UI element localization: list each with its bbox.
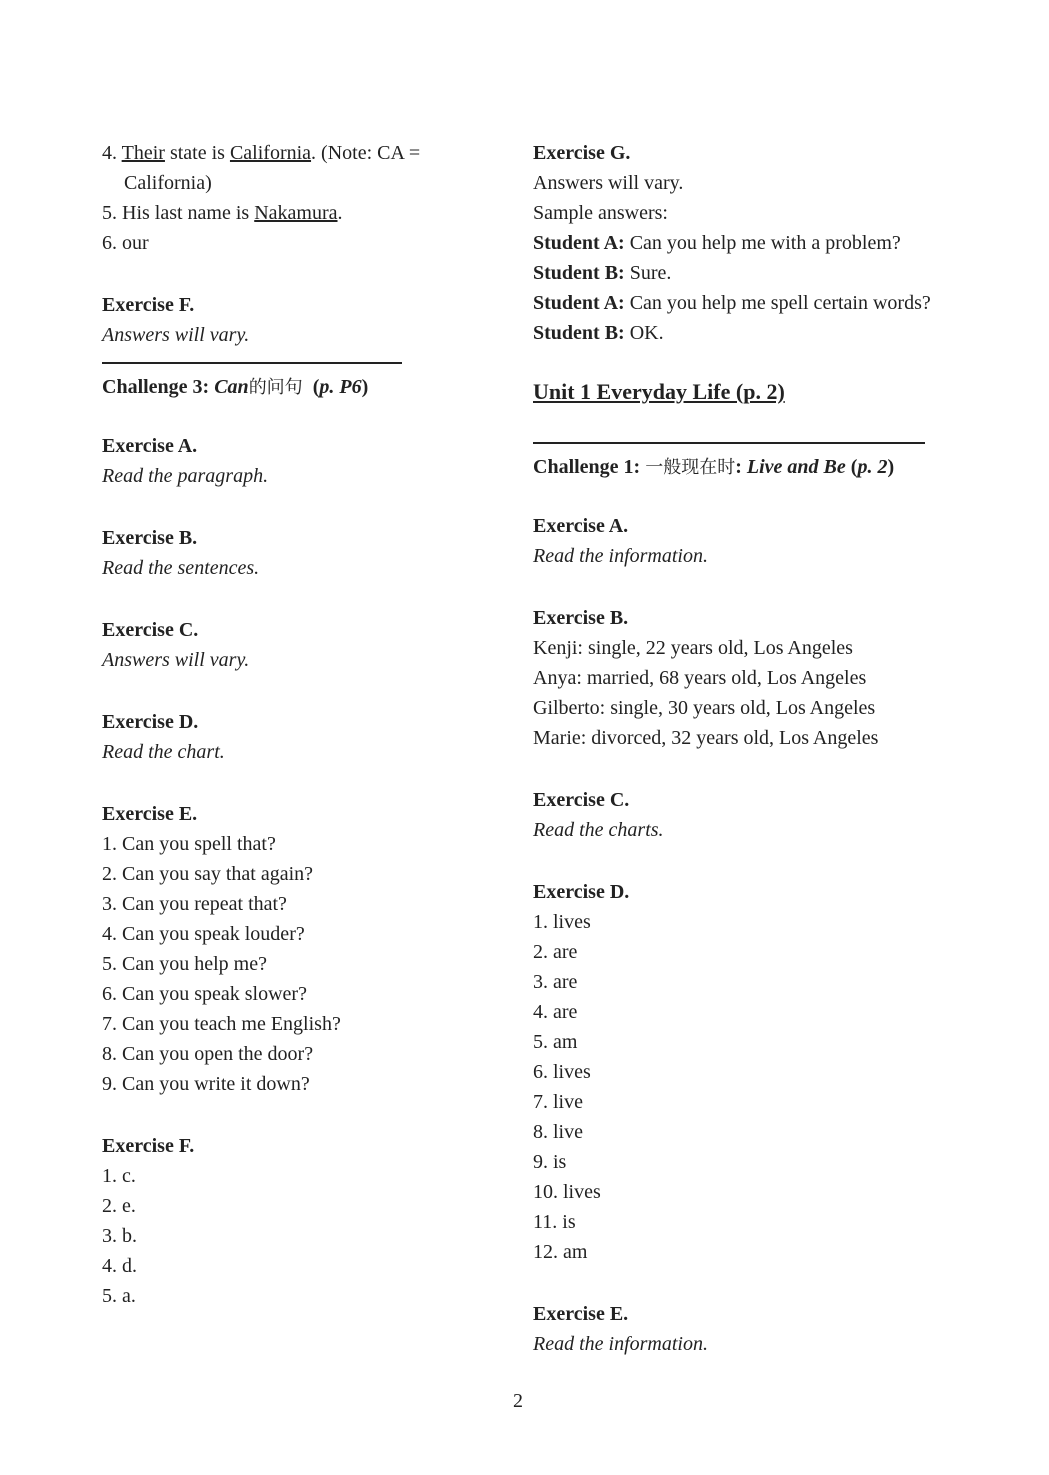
challenge-topic: 的问句 [248,377,303,398]
exercise-instruction: Read the chart. [102,741,225,763]
list-item: 3. b. [102,1225,137,1247]
dialog-text: Can you help me spell certain words? [629,292,931,314]
challenge-words: Live and Be [746,456,846,478]
challenge-heading [102,372,506,403]
exercise-instruction: Read the paragraph. [102,465,269,487]
list-item: 1. Can you spell that? [102,833,276,855]
list-item: Gilberto: single, 30 years old, Los Angeles [533,697,876,719]
challenge-word: Can [214,376,249,398]
list-item: Marie: divorced, 32 years old, Los Angeles [533,727,879,749]
exercise-instruction: Answers will vary. [102,649,250,671]
challenge-label: Challenge 3: [102,376,210,398]
list-item: 10. lives [533,1181,601,1203]
section-divider [102,362,402,364]
list-item: 2. are [533,941,578,963]
exercise-instruction: Answers will vary. [102,324,250,346]
speaker-label: Student B: [533,322,625,344]
exercise-heading: Exercise C. [533,789,630,811]
unit-title: Unit 1 Everyday Life (p. 2) [533,379,785,404]
exercise-heading: Exercise A. [533,515,629,537]
challenge-label: Challenge 1: [533,456,641,478]
exercise-note: Answers will vary. [533,172,684,194]
list-item: 5. am [533,1031,578,1053]
dialog-line [533,258,935,288]
speaker-label: Student A: [533,232,625,254]
list-item: 6. Can you speak slower? [102,983,307,1005]
dialog-line [533,228,935,258]
list-item: 9. is [533,1151,567,1173]
list-item: 4. d. [102,1255,137,1277]
list-item: 5. a. [102,1285,136,1307]
list-item: 7. live [533,1091,583,1113]
item-text: . [337,202,343,224]
paren: ( [850,456,858,478]
exercise-heading: Exercise B. [533,607,629,629]
exercise-heading: Exercise E. [102,803,198,825]
list-item: 11. is [533,1211,576,1233]
exercise-instruction: Read the information. [533,1333,708,1355]
challenge-topic: 一般现在时 [645,457,736,478]
list-item: Kenji: single, 22 years old, Los Angeles [533,637,853,659]
exercise-heading: Exercise D. [102,711,199,733]
answer-item-4 [102,138,506,168]
dialog-text: Sure. [629,262,672,284]
speaker-label: Student B: [533,262,625,284]
dialog-text: OK. [629,322,664,344]
list-item: 5. Can you help me? [102,953,267,975]
exercise-heading: Exercise E. [533,1303,629,1325]
item-text: state is [169,142,225,164]
right-column [533,138,935,1359]
speaker-label: Student A: [533,292,625,314]
dialog-text: Can you help me with a problem? [629,232,901,254]
list-item: 8. live [533,1121,583,1143]
list-item: 12. am [533,1241,588,1263]
list-item: 1. lives [533,911,591,933]
list-item: 2. e. [102,1195,136,1217]
list-item: 3. Can you repeat that? [102,893,287,915]
exercise-instruction: Read the charts. [533,819,664,841]
list-item: 9. Can you write it down? [102,1073,310,1095]
paren: ) [361,376,369,398]
exercise-heading: Exercise A. [102,435,198,457]
page-number: 2 [513,1390,523,1412]
exercise-heading: Exercise F. [102,294,195,316]
list-item: 4. are [533,1001,578,1023]
list-item: 4. Can you speak louder? [102,923,305,945]
answer-item-6: 6. our [102,232,149,254]
challenge-page: p. P6 [319,376,362,398]
exercise-heading: Exercise C. [102,619,199,641]
challenge-heading [533,452,935,483]
exercise-heading: Exercise F. [102,1135,195,1157]
underlined-answer: Their [121,142,165,164]
dialog-line [533,288,935,318]
list-item: 6. lives [533,1061,591,1083]
paren: ) [887,456,895,478]
item-number: 4. [102,142,117,164]
item-text: 5. His last name is [102,202,250,224]
paren: ( [312,376,320,398]
list-item: 3. are [533,971,578,993]
underlined-answer: California [229,142,312,164]
answer-item-5 [102,198,506,228]
list-item: 1. c. [102,1165,136,1187]
section-divider [533,442,925,444]
colon: : [735,456,742,478]
exercise-note: Sample answers: [533,202,668,224]
dialog-line [533,318,935,348]
answer-item-4-continued: California) [124,172,212,194]
left-column [102,138,506,1311]
exercise-heading: Exercise B. [102,527,198,549]
item-text: . (Note: CA = [311,142,421,164]
exercise-heading: Exercise D. [533,881,630,903]
list-item: 2. Can you say that again? [102,863,314,885]
exercise-instruction: Read the information. [533,545,708,567]
challenge-page: p. 2 [857,456,888,478]
list-item: 7. Can you teach me English? [102,1013,341,1035]
exercise-heading: Exercise G. [533,142,631,164]
list-item: 8. Can you open the door? [102,1043,314,1065]
exercise-instruction: Read the sentences. [102,557,260,579]
list-item: Anya: married, 68 years old, Los Angeles [533,667,867,689]
underlined-answer: Nakamura [254,202,338,224]
